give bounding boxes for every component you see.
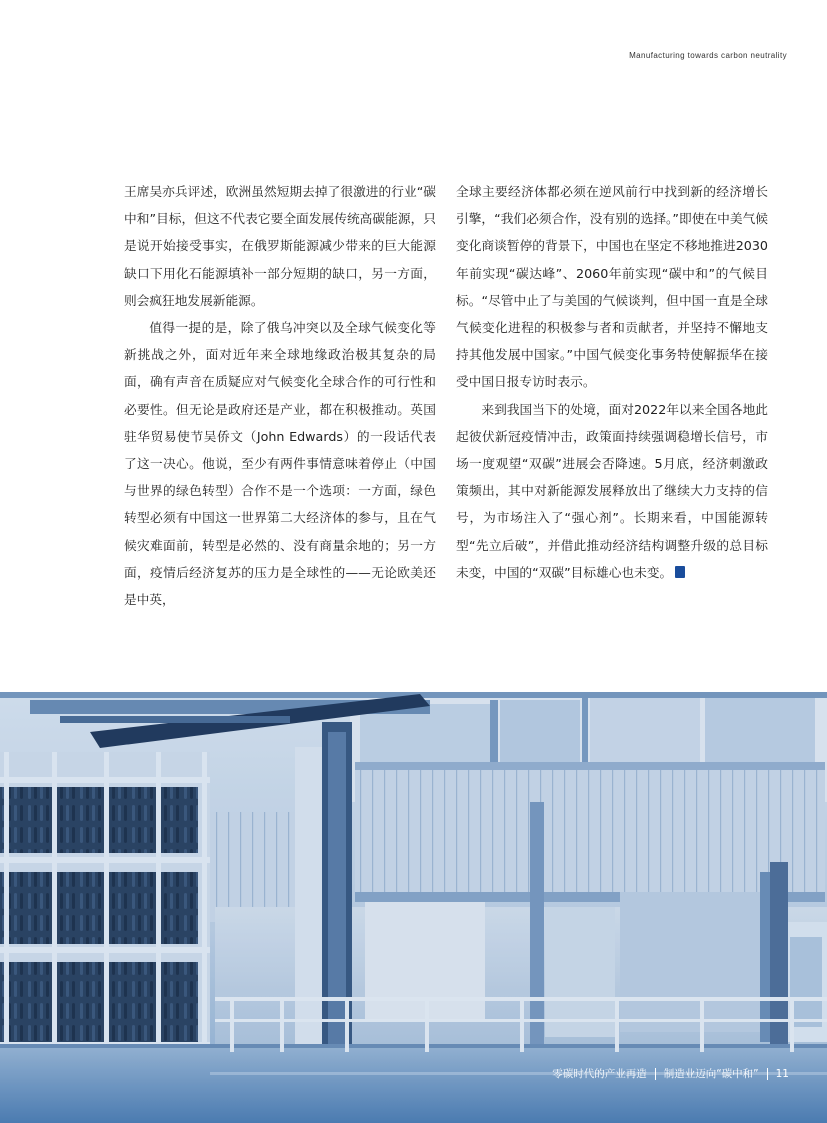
- paragraph: [456, 396, 768, 586]
- paragraph-text: 来到我国当下的处境，面对2022年以来全国各地此起彼伏新冠疫情冲击，政策面持续强调稳增长信号，市场一度观望“双碳”进展会否降速。5月底，经济刺激政策频出，其中对新能源发展释放出了继续大力支持的信号，为市场注入了“强心剂”。长期来看，中国能源转型“先立后破”，并借此推动经济结构调整升级的总目标未变，中国的“双碳”目标雄心也未变。: [456, 401, 768, 580]
- footer-divider: [655, 1068, 656, 1080]
- page-number: 11: [775, 1067, 789, 1080]
- paragraph: 王席吴亦兵评述，欧洲虽然短期去掉了很激进的行业“碳中和”目标，但这不代表它要全面发展传统高碳能源，只是说开始接受事实，在俄罗斯能源减少带来的巨大能源缺口下用化石能源填补一部分短期的缺口，另一方面，则会疯狂地发展新能源。: [124, 184, 436, 308]
- factory-photo: [0, 692, 827, 1123]
- paragraph: 值得一提的是，除了俄乌冲突以及全球气候变化等新挑战之外，面对近年来全球地缘政治极其复杂的局面，确有声音在质疑应对气候变化全球合作的可行性和必要性。但无论是政府还是产业，都在积极推动。英国驻华贸易使节吴侨文（John Edwards）的一段话代表了这一决心。他说，至少有两件事情意味着停止（中国与世界的绿色转型）合作不是一个选项：一方面，绿色转型必须有中国这一世界第二大经济体的参与，且在气候灾难面前，转型是必然的、没有商量余地的；另一方面，疫情后经济复苏的压力是全球性的——无论欧美还是中英，: [124, 320, 436, 608]
- article-body: [124, 178, 768, 613]
- end-of-article-icon: [675, 566, 685, 578]
- running-head: Manufacturing towards carbon neutrality: [629, 51, 787, 60]
- footer-divider: [767, 1068, 768, 1080]
- paragraph: 全球主要经济体都必须在逆风前行中找到新的经济增长引擎，“我们必须合作，没有别的选择。”即使在中美气候变化商谈暂停的背景下，中国也在坚定不移地推进2030年前实现“碳达峰”、2060年前实现“碳中和”的气候目标。“尽管中止了与美国的气候谈判，但中国一直是全球气候变化进程的积极参与者和贡献者，并坚持不懈地支持其他发展中国家。”中国气候变化事务特使解振华在接受中国日报专访时表示。: [456, 184, 768, 390]
- right-column: [456, 178, 768, 613]
- footer-section-title: 零碳时代的产业再造: [552, 1068, 647, 1080]
- footer-subtitle: 制造业迈向“碳中和”: [663, 1068, 759, 1080]
- left-column: [124, 178, 436, 613]
- page-footer: [552, 1066, 789, 1081]
